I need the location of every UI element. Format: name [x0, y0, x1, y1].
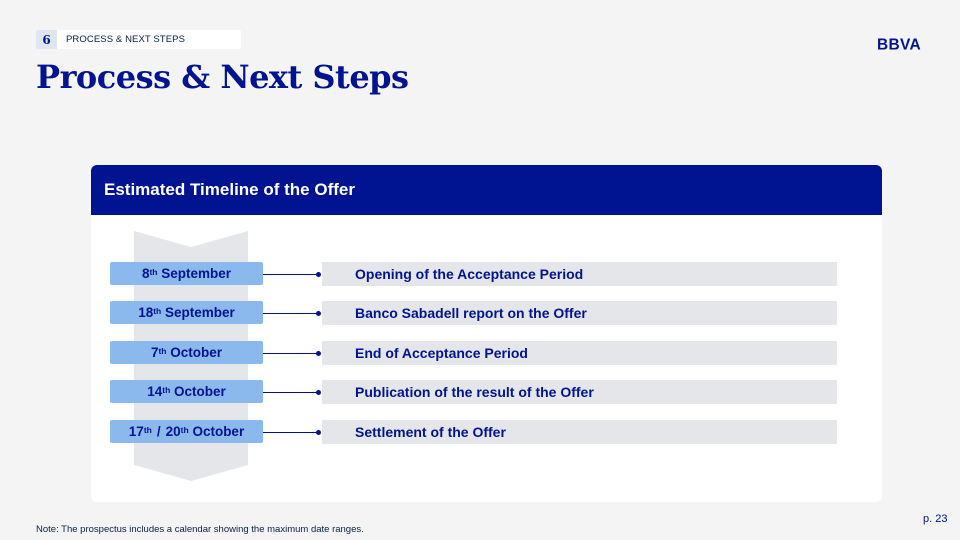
- date-day: 17: [128, 424, 144, 439]
- date-month: October: [174, 384, 226, 399]
- bbva-logo-text: BBVA: [877, 36, 921, 52]
- timeline-date-4: 14 $^{th}$ October: [110, 380, 263, 403]
- timeline-card: [91, 165, 882, 502]
- section-number: 6: [36, 30, 57, 49]
- timeline-date-5: 17 $^{th}$ / 20 $^{th}$ October: [110, 420, 263, 443]
- timeline-date-1: 8 $^{th}$ September: [110, 262, 263, 285]
- timeline-connector: [263, 313, 319, 314]
- timeline-date-2: 18 $^{th}$ September: [110, 301, 263, 324]
- timeline-event-2: Banco Sabadell report on the Offer: [322, 301, 837, 325]
- date-day: 7: [150, 345, 159, 360]
- timeline-event-4: Publication of the result of the Offer: [322, 380, 837, 404]
- date-separator: /: [156, 424, 161, 439]
- footnote: Note: The prospectus includes a calendar showing the maximum date ranges.: [36, 524, 364, 535]
- timeline-connector: [263, 274, 319, 275]
- timeline-connector: [263, 432, 319, 433]
- date-day: 18: [138, 305, 154, 320]
- date-day: 14: [147, 384, 163, 399]
- date-month: October: [170, 345, 223, 360]
- section-tag: [36, 30, 241, 49]
- timeline-event-3: End of Acceptance Period: [322, 341, 837, 365]
- date-day: 8: [141, 266, 150, 281]
- timeline-event-1: Opening of the Acceptance Period: [322, 262, 837, 286]
- page-number: p. 23: [923, 513, 948, 525]
- card-header: [91, 165, 882, 215]
- date-month: September: [161, 266, 232, 281]
- page-title: Process & Next Steps: [36, 58, 409, 96]
- date-day-2: 20: [165, 424, 181, 439]
- section-label: PROCESS & NEXT STEPS: [66, 34, 186, 45]
- date-month: September: [165, 305, 235, 320]
- timeline-connector: [263, 392, 319, 393]
- date-month: October: [192, 424, 245, 439]
- bbva-logo: [877, 36, 927, 52]
- card-title: Estimated Timeline of the Offer: [104, 180, 355, 199]
- timeline-connector: [263, 353, 319, 354]
- timeline-date-3: 7 $^{th}$ October: [110, 341, 263, 364]
- timeline-event-5: Settlement of the Offer: [322, 420, 837, 444]
